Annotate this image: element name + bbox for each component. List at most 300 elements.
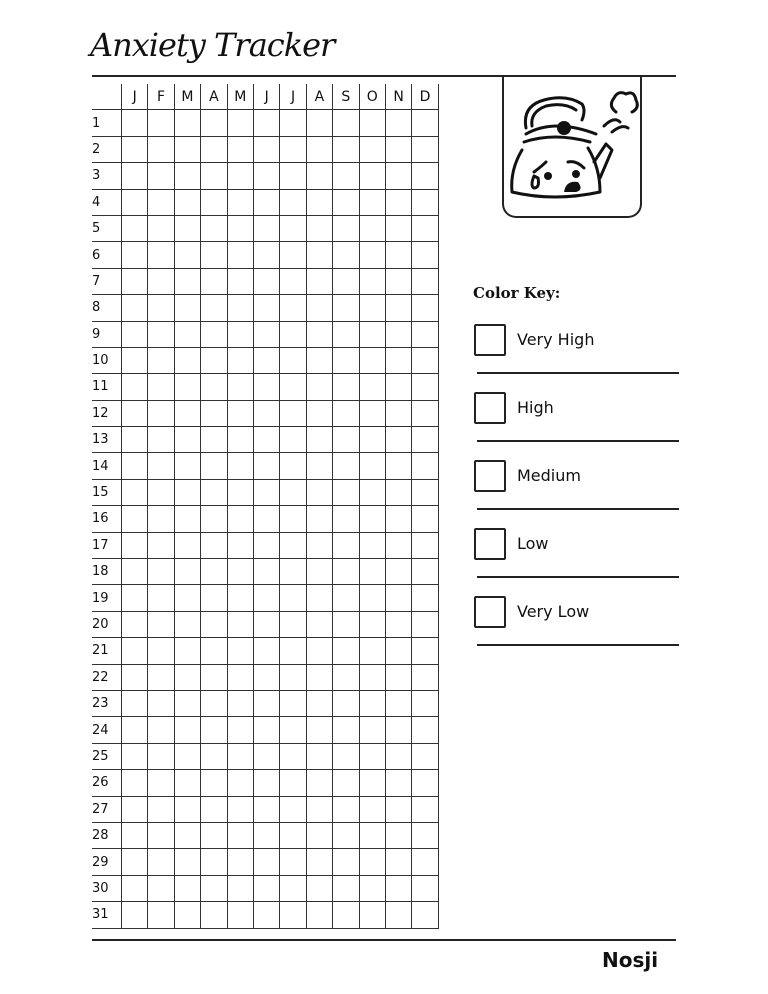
day-cell[interactable]	[227, 110, 253, 136]
day-cell[interactable]	[333, 110, 359, 136]
day-cell[interactable]	[385, 453, 411, 479]
day-cell[interactable]	[385, 849, 411, 875]
day-cell[interactable]	[280, 189, 306, 215]
day-cell[interactable]	[333, 400, 359, 426]
day-cell[interactable]	[174, 822, 200, 848]
day-cell[interactable]	[359, 374, 385, 400]
day-cell[interactable]	[122, 242, 148, 268]
day-cell[interactable]	[253, 822, 279, 848]
day-cell[interactable]	[412, 268, 438, 294]
day-cell[interactable]	[174, 690, 200, 716]
day-cell[interactable]	[201, 163, 227, 189]
day-cell[interactable]	[227, 242, 253, 268]
day-cell[interactable]	[359, 295, 385, 321]
day-cell[interactable]	[253, 400, 279, 426]
day-cell[interactable]	[227, 215, 253, 241]
day-cell[interactable]	[148, 506, 174, 532]
day-cell[interactable]	[385, 559, 411, 585]
day-cell[interactable]	[253, 611, 279, 637]
day-cell[interactable]	[148, 374, 174, 400]
day-cell[interactable]	[227, 638, 253, 664]
day-cell[interactable]	[385, 347, 411, 373]
day-cell[interactable]	[280, 559, 306, 585]
day-cell[interactable]	[385, 532, 411, 558]
day-cell[interactable]	[359, 321, 385, 347]
day-cell[interactable]	[359, 585, 385, 611]
day-cell[interactable]	[412, 136, 438, 162]
day-cell[interactable]	[253, 849, 279, 875]
day-cell[interactable]	[359, 347, 385, 373]
day-cell[interactable]	[227, 163, 253, 189]
day-cell[interactable]	[148, 189, 174, 215]
day-cell[interactable]	[174, 743, 200, 769]
day-cell[interactable]	[122, 453, 148, 479]
day-cell[interactable]	[148, 875, 174, 901]
day-cell[interactable]	[201, 717, 227, 743]
day-cell[interactable]	[148, 559, 174, 585]
day-cell[interactable]	[333, 585, 359, 611]
day-cell[interactable]	[280, 110, 306, 136]
day-cell[interactable]	[333, 770, 359, 796]
day-cell[interactable]	[201, 902, 227, 928]
day-cell[interactable]	[253, 479, 279, 505]
day-cell[interactable]	[412, 611, 438, 637]
day-cell[interactable]	[174, 559, 200, 585]
day-cell[interactable]	[148, 215, 174, 241]
day-cell[interactable]	[253, 690, 279, 716]
day-cell[interactable]	[385, 796, 411, 822]
day-cell[interactable]	[280, 532, 306, 558]
day-cell[interactable]	[333, 822, 359, 848]
day-cell[interactable]	[122, 215, 148, 241]
day-cell[interactable]	[253, 796, 279, 822]
day-cell[interactable]	[174, 611, 200, 637]
day-cell[interactable]	[201, 215, 227, 241]
day-cell[interactable]	[201, 295, 227, 321]
day-cell[interactable]	[333, 321, 359, 347]
day-cell[interactable]	[227, 427, 253, 453]
day-cell[interactable]	[359, 664, 385, 690]
day-cell[interactable]	[359, 453, 385, 479]
day-cell[interactable]	[359, 770, 385, 796]
day-cell[interactable]	[359, 611, 385, 637]
day-cell[interactable]	[122, 189, 148, 215]
day-cell[interactable]	[253, 453, 279, 479]
day-cell[interactable]	[253, 295, 279, 321]
day-cell[interactable]	[148, 427, 174, 453]
day-cell[interactable]	[148, 585, 174, 611]
day-cell[interactable]	[280, 743, 306, 769]
day-cell[interactable]	[306, 770, 332, 796]
day-cell[interactable]	[253, 506, 279, 532]
day-cell[interactable]	[280, 796, 306, 822]
day-cell[interactable]	[227, 321, 253, 347]
day-cell[interactable]	[201, 506, 227, 532]
day-cell[interactable]	[148, 743, 174, 769]
day-cell[interactable]	[253, 638, 279, 664]
day-cell[interactable]	[412, 427, 438, 453]
day-cell[interactable]	[174, 875, 200, 901]
day-cell[interactable]	[227, 400, 253, 426]
day-cell[interactable]	[333, 875, 359, 901]
day-cell[interactable]	[122, 902, 148, 928]
day-cell[interactable]	[201, 242, 227, 268]
day-cell[interactable]	[253, 242, 279, 268]
day-cell[interactable]	[174, 638, 200, 664]
day-cell[interactable]	[227, 796, 253, 822]
day-cell[interactable]	[306, 796, 332, 822]
day-cell[interactable]	[227, 743, 253, 769]
day-cell[interactable]	[359, 163, 385, 189]
day-cell[interactable]	[306, 268, 332, 294]
day-cell[interactable]	[333, 479, 359, 505]
day-cell[interactable]	[280, 374, 306, 400]
day-cell[interactable]	[385, 268, 411, 294]
day-cell[interactable]	[333, 690, 359, 716]
day-cell[interactable]	[412, 400, 438, 426]
day-cell[interactable]	[122, 638, 148, 664]
day-cell[interactable]	[148, 717, 174, 743]
day-cell[interactable]	[174, 849, 200, 875]
day-cell[interactable]	[333, 796, 359, 822]
day-cell[interactable]	[148, 268, 174, 294]
day-cell[interactable]	[412, 770, 438, 796]
day-cell[interactable]	[253, 717, 279, 743]
day-cell[interactable]	[385, 506, 411, 532]
day-cell[interactable]	[122, 849, 148, 875]
day-cell[interactable]	[306, 875, 332, 901]
day-cell[interactable]	[385, 479, 411, 505]
day-cell[interactable]	[280, 268, 306, 294]
day-cell[interactable]	[385, 400, 411, 426]
day-cell[interactable]	[122, 875, 148, 901]
day-cell[interactable]	[122, 559, 148, 585]
day-cell[interactable]	[201, 321, 227, 347]
day-cell[interactable]	[280, 163, 306, 189]
day-cell[interactable]	[122, 347, 148, 373]
day-cell[interactable]	[227, 849, 253, 875]
day-cell[interactable]	[412, 690, 438, 716]
day-cell[interactable]	[333, 189, 359, 215]
day-cell[interactable]	[412, 796, 438, 822]
day-cell[interactable]	[359, 822, 385, 848]
day-cell[interactable]	[412, 717, 438, 743]
day-cell[interactable]	[227, 559, 253, 585]
day-cell[interactable]	[280, 638, 306, 664]
day-cell[interactable]	[280, 321, 306, 347]
day-cell[interactable]	[280, 849, 306, 875]
day-cell[interactable]	[280, 242, 306, 268]
day-cell[interactable]	[148, 664, 174, 690]
day-cell[interactable]	[201, 559, 227, 585]
day-cell[interactable]	[306, 163, 332, 189]
day-cell[interactable]	[333, 559, 359, 585]
day-cell[interactable]	[148, 822, 174, 848]
day-cell[interactable]	[148, 453, 174, 479]
day-cell[interactable]	[333, 136, 359, 162]
day-cell[interactable]	[201, 110, 227, 136]
day-cell[interactable]	[253, 374, 279, 400]
day-cell[interactable]	[227, 506, 253, 532]
day-cell[interactable]	[359, 215, 385, 241]
day-cell[interactable]	[253, 110, 279, 136]
day-cell[interactable]	[333, 902, 359, 928]
day-cell[interactable]	[333, 506, 359, 532]
day-cell[interactable]	[359, 559, 385, 585]
day-cell[interactable]	[412, 453, 438, 479]
day-cell[interactable]	[227, 189, 253, 215]
day-cell[interactable]	[359, 743, 385, 769]
day-cell[interactable]	[412, 822, 438, 848]
day-cell[interactable]	[148, 532, 174, 558]
day-cell[interactable]	[333, 295, 359, 321]
day-cell[interactable]	[174, 664, 200, 690]
day-cell[interactable]	[306, 664, 332, 690]
day-cell[interactable]	[201, 822, 227, 848]
day-cell[interactable]	[148, 321, 174, 347]
day-cell[interactable]	[280, 347, 306, 373]
day-cell[interactable]	[201, 532, 227, 558]
day-cell[interactable]	[148, 400, 174, 426]
day-cell[interactable]	[412, 215, 438, 241]
day-cell[interactable]	[385, 163, 411, 189]
day-cell[interactable]	[306, 690, 332, 716]
day-cell[interactable]	[359, 268, 385, 294]
day-cell[interactable]	[359, 638, 385, 664]
day-cell[interactable]	[174, 532, 200, 558]
day-cell[interactable]	[412, 506, 438, 532]
day-cell[interactable]	[174, 770, 200, 796]
day-cell[interactable]	[201, 427, 227, 453]
day-cell[interactable]	[122, 532, 148, 558]
day-cell[interactable]	[306, 479, 332, 505]
color-swatch-checkbox[interactable]	[474, 460, 506, 492]
day-cell[interactable]	[333, 163, 359, 189]
day-cell[interactable]	[385, 110, 411, 136]
day-cell[interactable]	[174, 717, 200, 743]
day-cell[interactable]	[201, 770, 227, 796]
day-cell[interactable]	[412, 849, 438, 875]
day-cell[interactable]	[280, 427, 306, 453]
day-cell[interactable]	[253, 427, 279, 453]
day-cell[interactable]	[174, 374, 200, 400]
day-cell[interactable]	[227, 532, 253, 558]
day-cell[interactable]	[174, 136, 200, 162]
day-cell[interactable]	[306, 822, 332, 848]
day-cell[interactable]	[306, 532, 332, 558]
day-cell[interactable]	[306, 242, 332, 268]
day-cell[interactable]	[148, 479, 174, 505]
day-cell[interactable]	[201, 374, 227, 400]
day-cell[interactable]	[359, 796, 385, 822]
day-cell[interactable]	[412, 638, 438, 664]
day-cell[interactable]	[412, 664, 438, 690]
day-cell[interactable]	[227, 347, 253, 373]
color-swatch-checkbox[interactable]	[474, 324, 506, 356]
day-cell[interactable]	[333, 427, 359, 453]
day-cell[interactable]	[227, 374, 253, 400]
color-swatch-checkbox[interactable]	[474, 596, 506, 628]
day-cell[interactable]	[333, 242, 359, 268]
day-cell[interactable]	[359, 110, 385, 136]
day-cell[interactable]	[280, 770, 306, 796]
day-cell[interactable]	[333, 453, 359, 479]
day-cell[interactable]	[174, 215, 200, 241]
day-cell[interactable]	[122, 743, 148, 769]
day-cell[interactable]	[280, 453, 306, 479]
day-cell[interactable]	[333, 849, 359, 875]
day-cell[interactable]	[359, 136, 385, 162]
day-cell[interactable]	[280, 295, 306, 321]
day-cell[interactable]	[385, 136, 411, 162]
day-cell[interactable]	[201, 453, 227, 479]
day-cell[interactable]	[306, 849, 332, 875]
day-cell[interactable]	[122, 163, 148, 189]
day-cell[interactable]	[253, 321, 279, 347]
day-cell[interactable]	[148, 242, 174, 268]
day-cell[interactable]	[148, 110, 174, 136]
day-cell[interactable]	[385, 690, 411, 716]
day-cell[interactable]	[227, 479, 253, 505]
day-cell[interactable]	[306, 506, 332, 532]
day-cell[interactable]	[174, 189, 200, 215]
day-cell[interactable]	[201, 849, 227, 875]
day-cell[interactable]	[122, 506, 148, 532]
day-cell[interactable]	[359, 189, 385, 215]
day-cell[interactable]	[148, 849, 174, 875]
day-cell[interactable]	[253, 664, 279, 690]
day-cell[interactable]	[201, 347, 227, 373]
day-cell[interactable]	[174, 295, 200, 321]
day-cell[interactable]	[253, 268, 279, 294]
day-cell[interactable]	[306, 585, 332, 611]
day-cell[interactable]	[306, 638, 332, 664]
day-cell[interactable]	[122, 374, 148, 400]
day-cell[interactable]	[174, 796, 200, 822]
day-cell[interactable]	[306, 611, 332, 637]
day-cell[interactable]	[385, 717, 411, 743]
day-cell[interactable]	[306, 427, 332, 453]
day-cell[interactable]	[412, 242, 438, 268]
day-cell[interactable]	[227, 611, 253, 637]
day-cell[interactable]	[122, 400, 148, 426]
day-cell[interactable]	[412, 532, 438, 558]
day-cell[interactable]	[333, 215, 359, 241]
day-cell[interactable]	[122, 268, 148, 294]
day-cell[interactable]	[148, 136, 174, 162]
day-cell[interactable]	[201, 268, 227, 294]
day-cell[interactable]	[122, 136, 148, 162]
day-cell[interactable]	[253, 347, 279, 373]
day-cell[interactable]	[306, 215, 332, 241]
day-cell[interactable]	[412, 559, 438, 585]
day-cell[interactable]	[280, 506, 306, 532]
day-cell[interactable]	[306, 717, 332, 743]
day-cell[interactable]	[359, 902, 385, 928]
day-cell[interactable]	[280, 822, 306, 848]
day-cell[interactable]	[412, 295, 438, 321]
day-cell[interactable]	[122, 479, 148, 505]
day-cell[interactable]	[253, 585, 279, 611]
day-cell[interactable]	[385, 875, 411, 901]
day-cell[interactable]	[148, 611, 174, 637]
day-cell[interactable]	[385, 743, 411, 769]
day-cell[interactable]	[412, 479, 438, 505]
day-cell[interactable]	[280, 400, 306, 426]
day-cell[interactable]	[201, 743, 227, 769]
day-cell[interactable]	[280, 479, 306, 505]
day-cell[interactable]	[385, 295, 411, 321]
day-cell[interactable]	[122, 717, 148, 743]
day-cell[interactable]	[359, 400, 385, 426]
day-cell[interactable]	[122, 611, 148, 637]
day-cell[interactable]	[412, 585, 438, 611]
day-cell[interactable]	[174, 585, 200, 611]
day-cell[interactable]	[280, 215, 306, 241]
day-cell[interactable]	[333, 638, 359, 664]
day-cell[interactable]	[174, 321, 200, 347]
day-cell[interactable]	[359, 849, 385, 875]
day-cell[interactable]	[227, 875, 253, 901]
day-cell[interactable]	[174, 163, 200, 189]
day-cell[interactable]	[148, 796, 174, 822]
day-cell[interactable]	[201, 611, 227, 637]
day-cell[interactable]	[227, 268, 253, 294]
day-cell[interactable]	[122, 770, 148, 796]
day-cell[interactable]	[253, 532, 279, 558]
day-cell[interactable]	[174, 902, 200, 928]
day-cell[interactable]	[253, 559, 279, 585]
day-cell[interactable]	[280, 664, 306, 690]
day-cell[interactable]	[333, 611, 359, 637]
day-cell[interactable]	[333, 664, 359, 690]
day-cell[interactable]	[201, 690, 227, 716]
day-cell[interactable]	[385, 242, 411, 268]
day-cell[interactable]	[122, 110, 148, 136]
day-cell[interactable]	[385, 215, 411, 241]
day-cell[interactable]	[385, 638, 411, 664]
day-cell[interactable]	[359, 690, 385, 716]
day-cell[interactable]	[227, 136, 253, 162]
day-cell[interactable]	[253, 770, 279, 796]
day-cell[interactable]	[412, 163, 438, 189]
day-cell[interactable]	[280, 902, 306, 928]
day-cell[interactable]	[306, 321, 332, 347]
day-cell[interactable]	[201, 664, 227, 690]
day-cell[interactable]	[385, 611, 411, 637]
day-cell[interactable]	[148, 902, 174, 928]
day-cell[interactable]	[253, 875, 279, 901]
day-cell[interactable]	[148, 638, 174, 664]
day-cell[interactable]	[227, 453, 253, 479]
day-cell[interactable]	[122, 796, 148, 822]
day-cell[interactable]	[412, 321, 438, 347]
day-cell[interactable]	[385, 321, 411, 347]
day-cell[interactable]	[359, 506, 385, 532]
day-cell[interactable]	[385, 585, 411, 611]
day-cell[interactable]	[280, 690, 306, 716]
day-cell[interactable]	[333, 717, 359, 743]
day-cell[interactable]	[333, 374, 359, 400]
day-cell[interactable]	[280, 585, 306, 611]
day-cell[interactable]	[412, 902, 438, 928]
day-cell[interactable]	[412, 189, 438, 215]
day-cell[interactable]	[385, 822, 411, 848]
day-cell[interactable]	[174, 427, 200, 453]
day-cell[interactable]	[122, 295, 148, 321]
day-cell[interactable]	[122, 321, 148, 347]
day-cell[interactable]	[306, 189, 332, 215]
